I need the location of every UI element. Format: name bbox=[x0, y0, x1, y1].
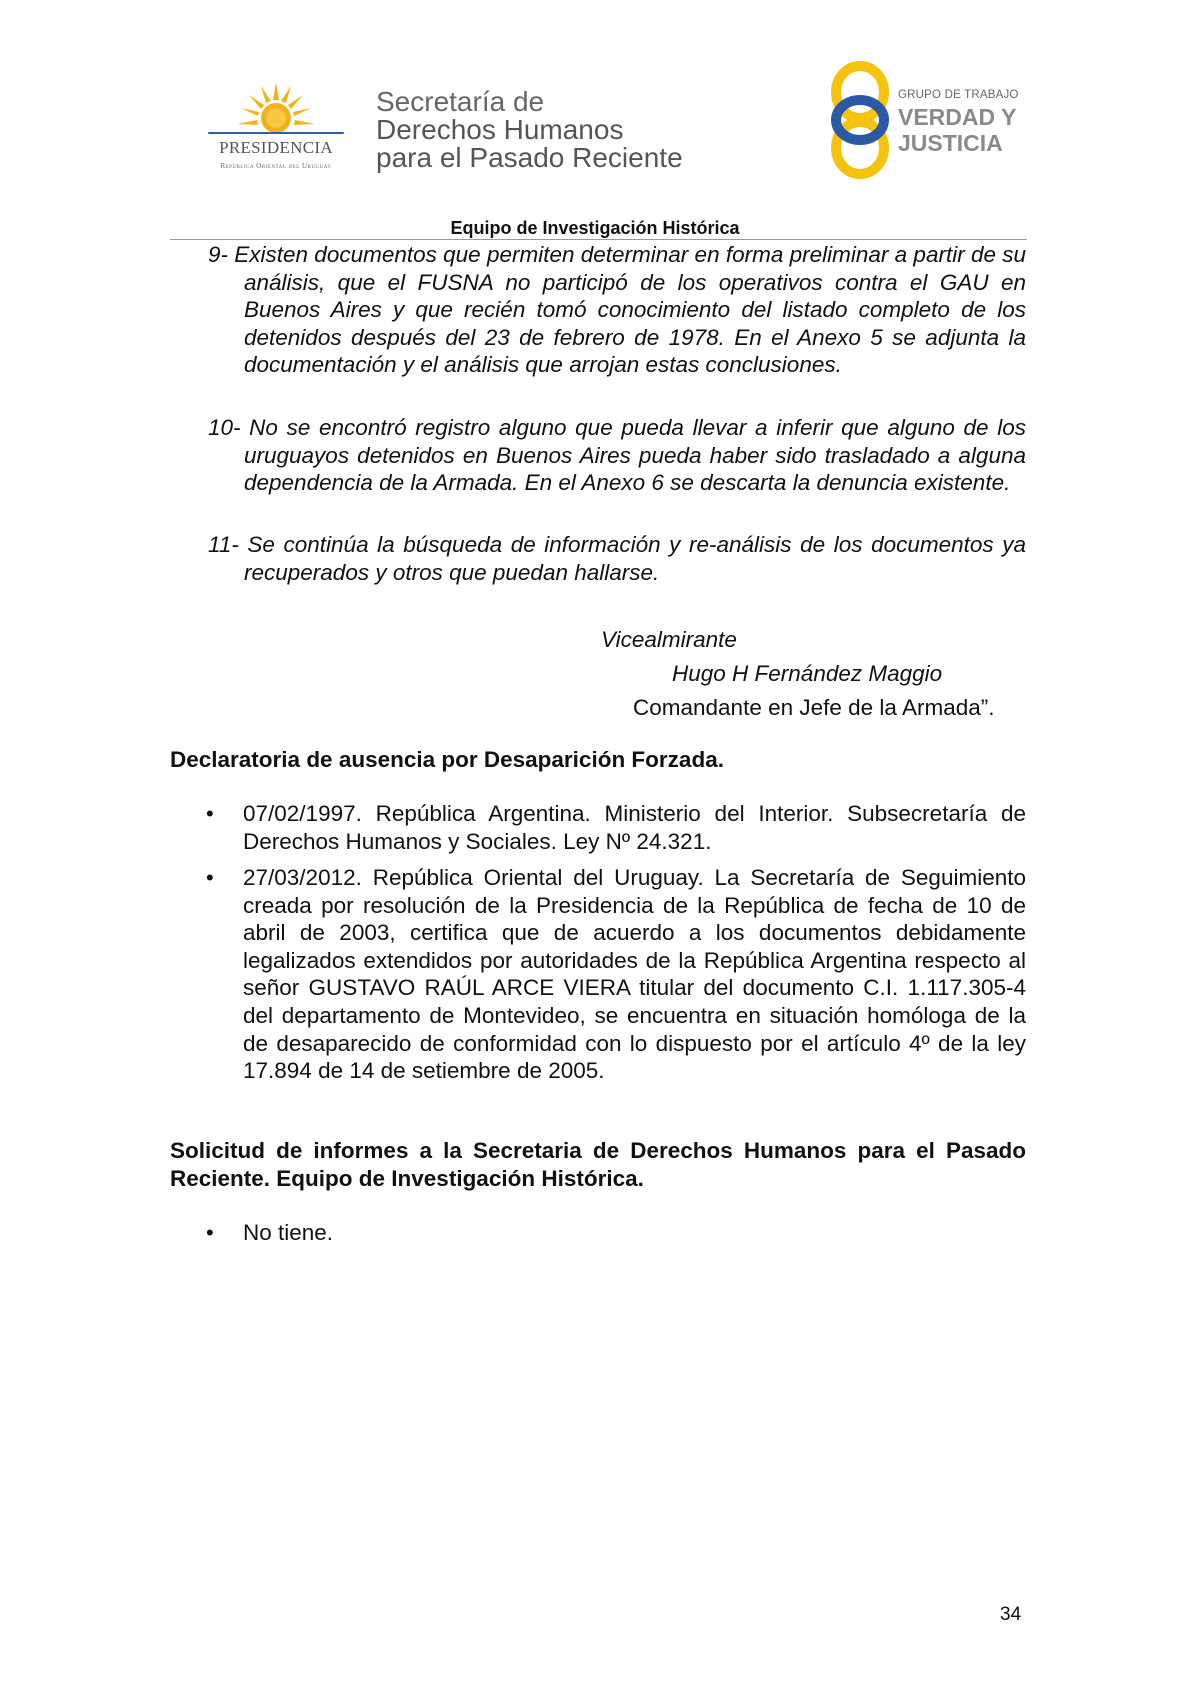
presidencia-logo bbox=[196, 80, 356, 180]
secretaria-line-3: para el Pasado Reciente bbox=[376, 142, 683, 173]
verdad-justicia-logo bbox=[826, 56, 1036, 186]
secretaria-title bbox=[376, 88, 683, 172]
presidencia-subtitle: República Oriental del Uruguay bbox=[220, 162, 332, 170]
signature-rank: Vicealmirante bbox=[601, 627, 737, 652]
numbered-item: 10- No se encontró registro alguno que pueda llevar a inferir que alguno de los uruguayos detenidos en Buenos Aires pueda haber sido trasladado a alguna dependencia de la Armada. En el Anexo 6 se descarta la denuncia existente. bbox=[208, 415, 1026, 496]
section-heading: Declaratoria de ausencia por Desaparición Forzada. bbox=[170, 747, 724, 772]
secretaria-line-1: Secretaría de bbox=[376, 86, 545, 117]
bullet-icon: • bbox=[206, 801, 214, 826]
verdad-label: VERDAD Y bbox=[898, 104, 1017, 130]
justicia-label: JUSTICIA bbox=[898, 130, 1003, 156]
bullet-icon: • bbox=[206, 1220, 214, 1245]
numbered-item: 9- Existen documentos que permiten determinar en forma preliminar a partir de su análisis, que el FUSNA no participó de los operativos contra el GAU en Buenos Aires y que recién tomó conocimiento del listado completo de los detenidos después del 23 de febrero de 1978. En el Anexo 5 se adjunta la documentación y el análisis que arrojan estas conclusiones. bbox=[208, 242, 1026, 378]
signature-title: Comandante en Jefe de la Armada”. bbox=[633, 695, 995, 720]
bullet-icon: • bbox=[206, 865, 214, 890]
presidencia-wordmark: PRESIDENCIA bbox=[219, 138, 333, 157]
header-divider bbox=[170, 239, 1027, 240]
signature-name: Hugo H Fernández Maggio bbox=[672, 661, 943, 686]
running-head: Equipo de Investigación Histórica bbox=[450, 218, 740, 238]
numbered-item: 11- Se continúa la búsqueda de información y re-análisis de los documentos ya recuperados y otros que puedan hallarse. bbox=[208, 532, 1026, 585]
page-number: 34 bbox=[1000, 1604, 1022, 1625]
section-heading: Solicitud de informes a la Secretaria de Derechos Humanos para el Pasado Reciente. Equipo de Investigación Histórica. bbox=[170, 1138, 1026, 1191]
grupo-label: GRUPO DE TRABAJO bbox=[898, 89, 1019, 101]
secretaria-line-2: Derechos Humanos bbox=[376, 114, 624, 145]
sun-emblem-icon bbox=[231, 80, 321, 136]
linked-rings-icon bbox=[826, 56, 896, 184]
